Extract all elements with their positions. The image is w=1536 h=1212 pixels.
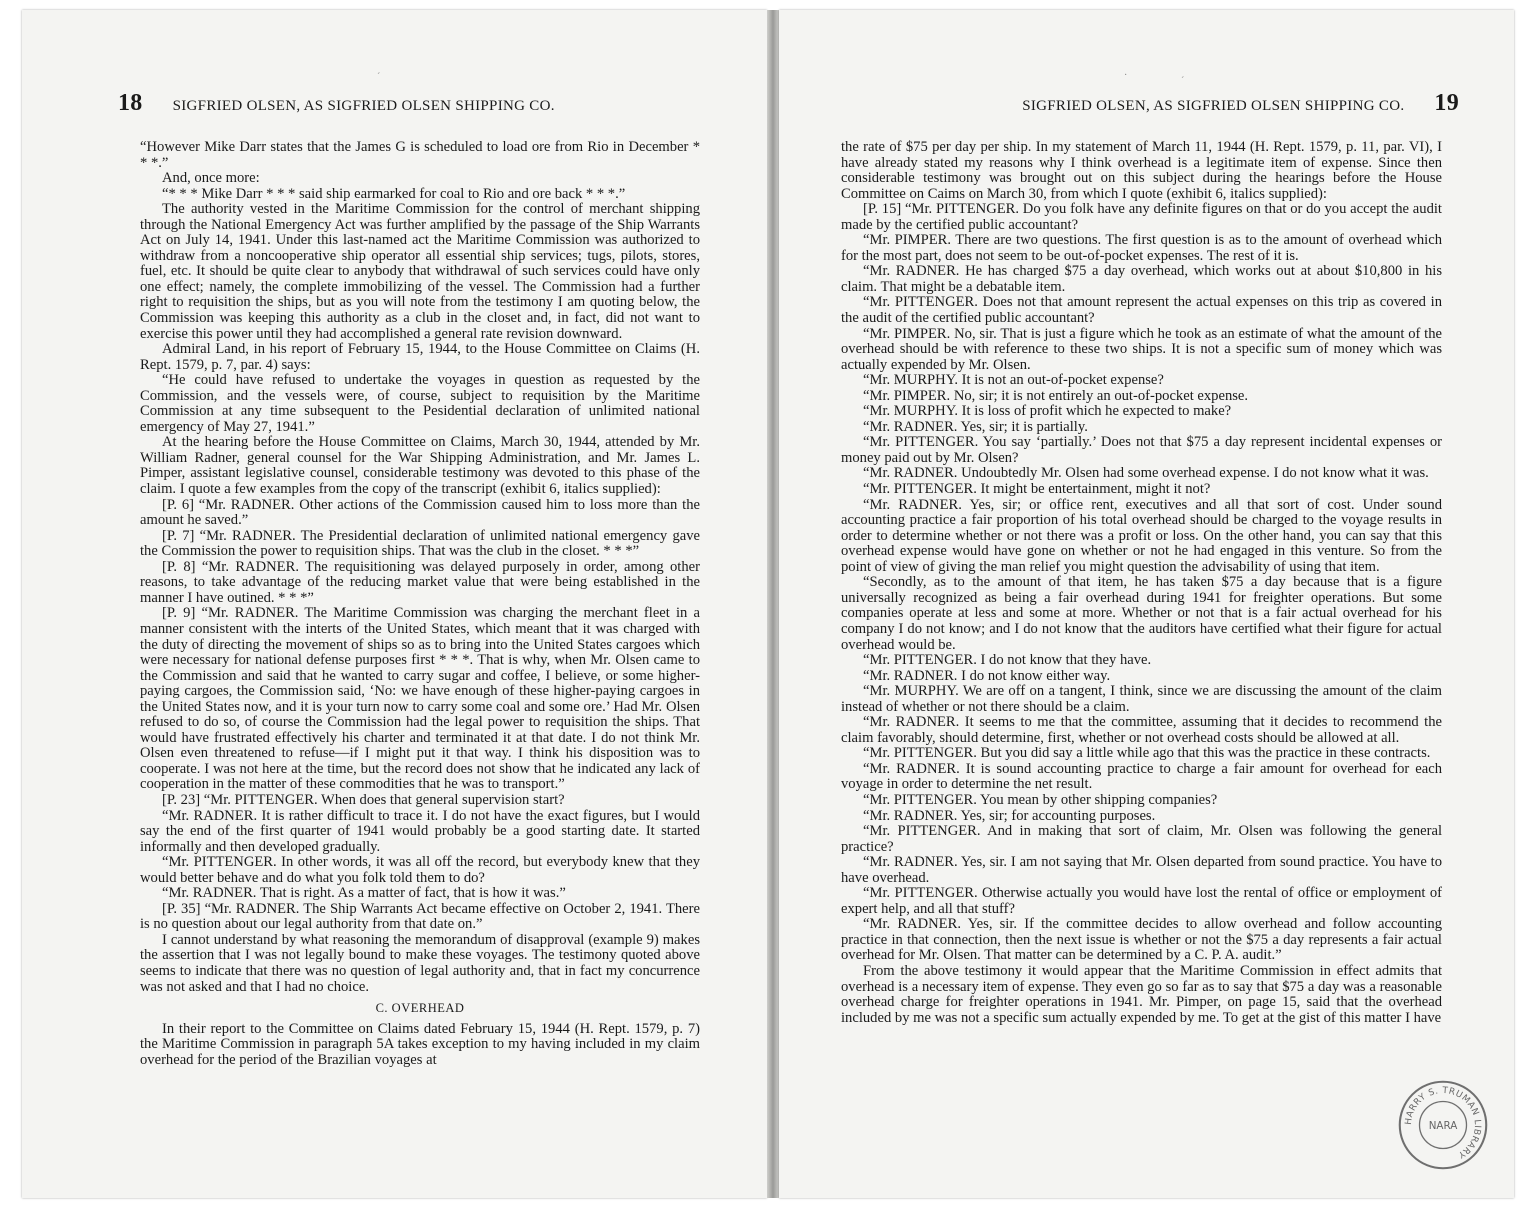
paragraph: “However Mike Darr states that the James G is scheduled to load ore from Rio in December * * *.” bbox=[140, 140, 700, 171]
paragraph: [P. 23] “Mr. PITTENGER. When does that general supervision start? bbox=[162, 791, 565, 808]
paragraph: the rate of $75 per day per ship. In my statement of March 11, 1944 (H. Rept. 1579, p. 11, par. VI), I have already stated my reasons why I think overhead is a legitimate item of expense. Since then considerable testimony was brought out on this subject during the hearings before the House Committee on Caims on March 30, from which I quote (exhibit 6, italics supplied): bbox=[841, 140, 1442, 202]
stamp-center-text: NARA bbox=[1428, 1119, 1458, 1132]
paragraph: “Mr. PITTENGER. You say ‘partially.’ Does not that $75 a day represent incidental expenses or money paid out by Mr. Olsen? bbox=[841, 434, 1442, 466]
paragraph: “Mr. PIMPER. There are two questions. The first question is as to the amount of overhead which for the most part, does not seem to be out-of-pocket expenses. The rest of it is. bbox=[841, 232, 1442, 264]
paragraph: “Mr. PITTENGER. And in making that sort of claim, Mr. Olsen was following the general practice? bbox=[841, 823, 1442, 855]
paragraph: “Mr. MURPHY. It is loss of profit which he expected to make? bbox=[863, 403, 1232, 420]
book-gutter bbox=[767, 10, 779, 1198]
section-heading-overhead: C. OVERHEAD bbox=[375, 1001, 465, 1016]
truman-library-stamp-icon bbox=[1396, 1078, 1490, 1172]
paragraph: “Mr. MURPHY. We are off on a tangent, I think, since we are discussing the amount of the claim instead of whether or not there should be a claim. bbox=[841, 683, 1442, 715]
paragraph: [P. 35] “Mr. RADNER. The Ship Warrants Act became effective on October 2, 1941. There is no question about our legal authority from that date on.” bbox=[140, 900, 700, 933]
paragraph: “Mr. PIMPER. No, sir; it is not entirely an out-of-pocket expense. bbox=[863, 387, 1249, 404]
running-head-title-right: SIGFRIED OLSEN, AS SIGFRIED OLSEN SHIPPING CO. bbox=[1022, 98, 1405, 114]
paragraph: “Mr. RADNER. He has charged $75 a day overhead, which works out at about $10,800 in his claim. That might be a debatable item. bbox=[841, 263, 1442, 295]
paragraph: “Mr. PITTENGER. But you did say a little while ago that this was the practice in these contracts. bbox=[863, 745, 1431, 762]
paragraph: And, once more: bbox=[162, 170, 260, 187]
paragraph: “Mr. RADNER. Undoubtedly Mr. Olsen had some overhead expense. I do not know what it was. bbox=[863, 465, 1429, 482]
paragraph: [P. 9] “Mr. RADNER. The Maritime Commission was charging the merchant fleet in a manner consistent with the interts of the United States, which meant that it was charged with the duty of directing the movement of ships so as to bring into the United States cargoes which were necessary for national defense purposes first * * *. That is why, when Mr. Olsen came to the Commission and said that he wanted to carry sugar and coffee, I believe, or some higher-paying cargoes, the Commission said, ‘No: we have enough of these higher-paying cargoes in the United States now, and it is your turn now to carry some coal and some ore.’ Had Mr. Olsen refused to do so, of course the Commission had the legal power to requisition the ships. That would have frustrated effectively his charter and terminated it at that date. I do not think Mr. Olsen even threatened to refuse—if I might put it that way. I think his disposition was to cooperate. I was not here at the time, but the record does not show that he indicated any lack of cooperation in the matter of these commodities that he was to transport.” bbox=[140, 605, 700, 793]
page-number-right: 19 bbox=[1434, 90, 1459, 116]
paragraph: “Mr. PITTENGER. It might be entertainment, might it not? bbox=[863, 481, 1211, 498]
ink-speck: ˊ bbox=[377, 72, 381, 83]
paragraph: “Mr. RADNER. I do not know either way. bbox=[863, 667, 1111, 684]
right-page-text bbox=[841, 140, 1442, 1184]
paragraph: “Mr. RADNER. Yes, sir; for accounting purposes. bbox=[863, 807, 1156, 824]
paragraph: “Mr. RADNER. It seems to me that the committee, assuming that it decides to recommend the claim favorably, should determine, first, whether or not overhead costs should be allowed at all. bbox=[841, 714, 1442, 746]
running-head-right bbox=[929, 90, 1459, 118]
ink-speck: · bbox=[1124, 70, 1128, 81]
paragraph: At the hearing before the House Committee on Claims, March 30, 1944, attended by Mr. William Radner, general counsel for the War Shipping Administration, and Mr. James L. Pimper, assistant legislative counsel, considerable testimony was devoted to this phase of the claim. I quote a few examples from the copy of the transcript (exhibit 6, italics supplied): bbox=[140, 434, 700, 498]
running-head-left bbox=[118, 90, 707, 118]
right-page bbox=[779, 10, 1514, 1198]
left-page-text bbox=[140, 140, 700, 1184]
paragraph: From the above testimony it would appear that the Maritime Commission in effect admits that overhead is a necessary item of expense. They even go so far as to say that $75 a day was a reasonable overhead charge for freighter operations in 1941. Mr. Pimper, on page 15, said that the overhead included by me was not a specific sum actually expended by me. To get at the gist of this matter I have bbox=[841, 962, 1442, 1026]
paragraph: “Mr. RADNER. Yes, sir; or office rent, executives and all that sort of cost. Under sound accounting practice a fair proportion of his total overhead should be charged to the voyage results in order to determine whether or not there was a profit or loss. On the other hand, you can say that this overhead expense would have gone on whether or not he had engaged in this venture. So from the point of view of giving the man relief you might question the advisability of using that item. bbox=[841, 496, 1442, 575]
left-page bbox=[22, 10, 767, 1198]
ink-speck: ˊ bbox=[1181, 76, 1185, 87]
paragraph: “Mr. PITTENGER. You mean by other shipping companies? bbox=[863, 791, 1218, 808]
paragraph: “Mr. PITTENGER. In other words, it was all off the record, but everybody knew that they would better behave and do what you folk told them to do? bbox=[140, 854, 700, 886]
paragraph: “Mr. RADNER. Yes, sir; it is partially. bbox=[863, 418, 1088, 435]
paragraph: “Mr. PITTENGER. Otherwise actually you would have lost the rental of office or employment of expert help, and all that stuff? bbox=[841, 885, 1442, 917]
paragraph: [P. 6] “Mr. RADNER. Other actions of the Commission caused him to loss more than the amount he saved.” bbox=[140, 496, 700, 529]
paragraph: “Mr. RADNER. It is rather difficult to trace it. I do not have the exact figures, but I would say the end of the first quarter of 1941 would probably be a good starting date. It started informally and then developed gradually. bbox=[140, 807, 700, 855]
paragraph: In their report to the Committee on Claims dated February 15, 1944 (H. Rept. 1579, p. 7) the Maritime Commission in paragraph 5A takes exception to my having included in my claim overhead for the period of the Brazilian voyages at bbox=[140, 1020, 700, 1068]
paragraph: [P. 7] “Mr. RADNER. The Presidential declaration of unlimited national emergency gave the Commission the power to requisition ships. That was the club in the closet. * * *” bbox=[140, 527, 700, 560]
stamp-ring-text: HARRY S. TRUMAN LIBRARY bbox=[1403, 1085, 1483, 1160]
paragraph: “Mr. RADNER. Yes, sir. If the committee decides to allow overhead and follow accounting practice in that connection, then the next issue is whether or not the $75 a day represents a fair actual overhead for Mr. Olsen. That matter can be determined by a C. P. A. audit.” bbox=[841, 916, 1442, 964]
running-head-title-left: SIGFRIED OLSEN, AS SIGFRIED OLSEN SHIPPING CO. bbox=[172, 98, 555, 114]
paragraph: “* * * Mike Darr * * * said ship earmarked for coal to Rio and ore back * * *.” bbox=[162, 185, 626, 202]
paragraph: [P. 8] “Mr. RADNER. The requisitioning was delayed purposely in order, among other reasons, to take advantage of the reducing market value that were being established in the manner I have outined. * * *” bbox=[140, 558, 700, 606]
paragraph: “He could have refused to undertake the voyages in question as requested by the Commission, and the vessels were, of course, subject to requisition by the Maritime Commission at any time subsequent to the Pesidential declaration of unlimited national emergency of May 27, 1941.” bbox=[140, 372, 700, 435]
paragraph: I cannot understand by what reasoning the memorandum of disapproval (example 9) makes the assertion that I was not legally bound to make these voyages. The testimony quoted above seems to indicate that there was no question of legal authority and, that in fact my concurrence was not asked and that I had no choice. bbox=[140, 931, 700, 995]
paragraph: The authority vested in the Maritime Commission for the control of merchant shipping through the National Emergency Act was further amplified by the passage of the Ship Warrants Act on July 14, 1941. Under this last-named act the Maritime Commission was authorized to withdraw from a noncooperative ship operator all essential ship services; tugs, pilots, stores, fuel, etc. It should be quite clear to anybody that withdrawal of such services could have only one effect; namely, the complete immobilizing of the vessel. The Commission had a further right to requisition the ships, but as you will note from the testimony I am quoting below, the Commission was keeping this authority as a club in the closet and, in fact, did not want to exercise this power until they had accomplished a general rate revision downward. bbox=[140, 201, 700, 342]
paragraph: “Mr. PIMPER. No, sir. That is just a figure which he took as an estimate of what the amount of the overhead should be with reference to these two ships. It is not a specific sum of money which was actually expended by Mr. Olsen. bbox=[841, 325, 1442, 373]
paragraph: “Mr. MURPHY. It is not an out-of-pocket expense? bbox=[863, 372, 1164, 389]
paragraph: [P. 15] “Mr. PITTENGER. Do you folk have any definite figures on that or do you accept the audit made by the certified public accountant? bbox=[841, 201, 1442, 233]
paragraph: “Secondly, as to the amount of that item, he has taken $75 a day because that is a figure universally recognized as being a fair overhead during 1941 for freighter operations. But some companies operate at less and some at more. Whether or not that is a fair actual overhead for his company I do not know; and I do not know that the auditors have certified what their figure for actual overhead would be. bbox=[841, 574, 1442, 653]
paragraph: “Mr. RADNER. Yes, sir. I am not saying that Mr. Olsen departed from sound practice. You have to have overhead. bbox=[841, 854, 1442, 886]
page-number-left: 18 bbox=[118, 90, 143, 116]
paragraph: Admiral Land, in his report of February 15, 1944, to the House Committee on Claims (H. Rept. 1579, p. 7, par. 4) says: bbox=[140, 341, 700, 373]
paragraph: “Mr. PITTENGER. I do not know that they have. bbox=[863, 652, 1152, 669]
paragraph: “Mr. RADNER. That is right. As a matter of fact, that is how it was.” bbox=[162, 885, 566, 902]
paragraph: “Mr. PITTENGER. Does not that amount represent the actual expenses on this trip as covered in the audit of the certified public accountant? bbox=[841, 294, 1442, 327]
paragraph: “Mr. RADNER. It is sound accounting practice to charge a fair amount for overhead for each voyage in order to determine the net result. bbox=[841, 760, 1442, 793]
